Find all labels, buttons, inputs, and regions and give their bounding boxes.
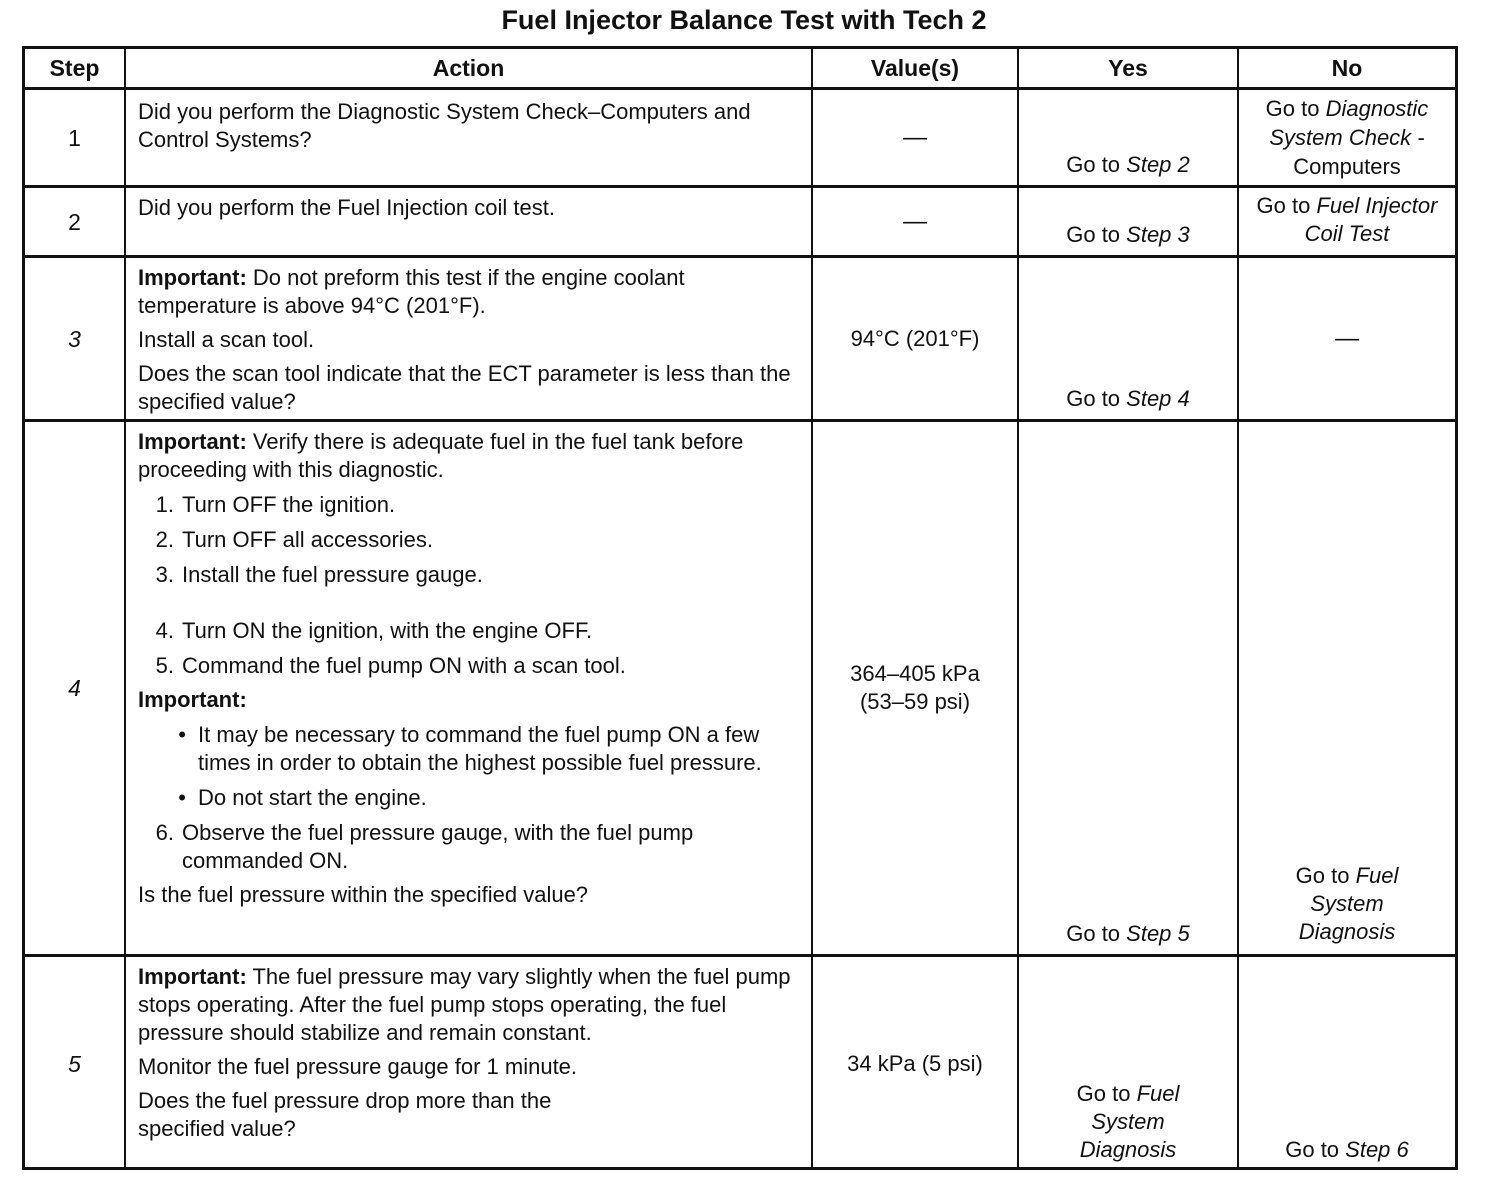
goto-fuel-system-link[interactable]: Fuel System Diagnosis — [1298, 863, 1399, 944]
yes-cell — [1019, 258, 1237, 419]
list-item: 3. Install the fuel pressure gauge. — [155, 562, 483, 587]
goto-prefix: Go to — [1076, 1081, 1137, 1106]
goto-step-link[interactable]: Step 5 — [1126, 921, 1190, 946]
header-values: Value(s) — [870, 55, 960, 81]
step-number: 5 — [68, 1050, 81, 1077]
goto-prefix: Go to — [1295, 863, 1356, 888]
important-text: Verify there is adequate fuel in the fuel tank before proceeding with this diagnostic. — [138, 429, 744, 482]
bullet-item: • It may be necessary to command the fuel pump ON a few times in order to obtain the highest possible fuel pressure. — [178, 722, 762, 775]
goto-prefix: Go to — [1066, 152, 1127, 177]
bullet-item: • Do not start the engine. — [178, 785, 427, 810]
value-kpa: 364–405 kPa — [850, 661, 980, 686]
goto-prefix: Go to — [1066, 921, 1127, 946]
page-title: Fuel Injector Balance Test with Tech 2 — [501, 5, 987, 35]
value-cell — [813, 422, 1017, 954]
goto-step-link[interactable]: Step 3 — [1126, 222, 1190, 247]
step-number: 2 — [68, 208, 81, 235]
goto-prefix: Go to — [1265, 96, 1326, 121]
important-text: The fuel pressure may vary slightly when the fuel pump stops operating. After the fuel pump stops operating, the fuel pressure should stabilize and remain constant. — [138, 964, 791, 1045]
no-cell — [1239, 90, 1455, 185]
goto-diagnostic-link[interactable]: Diagnostic System Check - — [1269, 96, 1429, 150]
no-cell — [1239, 957, 1455, 1170]
no-cell — [1239, 422, 1455, 954]
action-line: Monitor the fuel pressure gauge for 1 minute. — [138, 1054, 578, 1079]
goto-prefix: Go to — [1066, 386, 1127, 411]
goto-step-link[interactable]: Step 2 — [1126, 152, 1190, 177]
header-step: Step — [49, 55, 100, 81]
goto-suffix: Computers — [1293, 154, 1401, 179]
yes-cell — [1019, 957, 1237, 1170]
action-cell — [126, 422, 811, 954]
header-no: No — [1331, 55, 1363, 81]
list-item: 2. Turn OFF all accessories. — [155, 527, 434, 552]
goto-step-link[interactable]: Step 4 — [1126, 386, 1190, 411]
important-label: Important: — [138, 964, 247, 989]
action-cell — [126, 957, 811, 1170]
yes-cell — [1019, 188, 1237, 255]
diagnostic-table — [22, 46, 1458, 1170]
important-label: Important: — [138, 429, 247, 454]
value-psi: (53–59 psi) — [859, 689, 971, 714]
action-question: Does the fuel pressure drop more than the specified value? — [138, 1088, 552, 1141]
goto-prefix: Go to — [1256, 193, 1317, 218]
no-cell — [1239, 188, 1455, 255]
goto-prefix: Go to — [1066, 222, 1127, 247]
header-yes: Yes — [1108, 55, 1148, 81]
action-text: Did you perform the Fuel Injection coil test. — [138, 195, 555, 220]
step-number: 1 — [68, 124, 81, 151]
yes-cell — [1019, 422, 1237, 954]
yes-cell — [1019, 90, 1237, 185]
action-cell — [126, 90, 811, 185]
action-question: Does the scan tool indicate that the ECT parameter is less than the specified value? — [138, 361, 791, 414]
value-cell: 34 kPa (5 psi) — [847, 1050, 983, 1076]
action-question: Is the fuel pressure within the specified value? — [138, 882, 589, 907]
goto-prefix: Go to — [1285, 1137, 1346, 1162]
header-action: Action — [432, 55, 505, 81]
action-text: Did you perform the Diagnostic System Check–Computers and Control Systems? — [138, 99, 751, 152]
value-cell: — — [903, 123, 927, 151]
important-text: Do not preform this test if the engine coolant temperature is above 94°C (201°F). — [138, 265, 685, 318]
goto-fuel-system-link[interactable]: Fuel System Diagnosis — [1079, 1081, 1180, 1162]
list-item: 1. Turn OFF the ignition. — [155, 492, 396, 517]
list-item: 6. Observe the fuel pressure gauge, with the fuel pump commanded ON. — [155, 820, 694, 873]
step-list — [138, 491, 801, 680]
action-cell — [126, 258, 811, 419]
action-cell — [126, 188, 811, 255]
list-item: 5. Command the fuel pump ON with a scan tool. — [155, 653, 626, 678]
value-cell: — — [903, 207, 927, 235]
goto-coil-test-link[interactable]: Fuel Injector Coil Test — [1304, 193, 1438, 246]
action-line: Install a scan tool. — [138, 327, 315, 352]
value-cell: 94°C (201°F) — [850, 325, 980, 351]
step-number: 3 — [68, 325, 81, 352]
goto-step-link[interactable]: Step 6 — [1345, 1137, 1409, 1162]
important-label: Important: — [138, 687, 247, 712]
no-cell: — — [1335, 324, 1359, 352]
list-item: 4. Turn ON the ignition, with the engine OFF. — [155, 618, 593, 643]
important-label: Important: — [138, 265, 247, 290]
step-number: 4 — [68, 675, 81, 701]
